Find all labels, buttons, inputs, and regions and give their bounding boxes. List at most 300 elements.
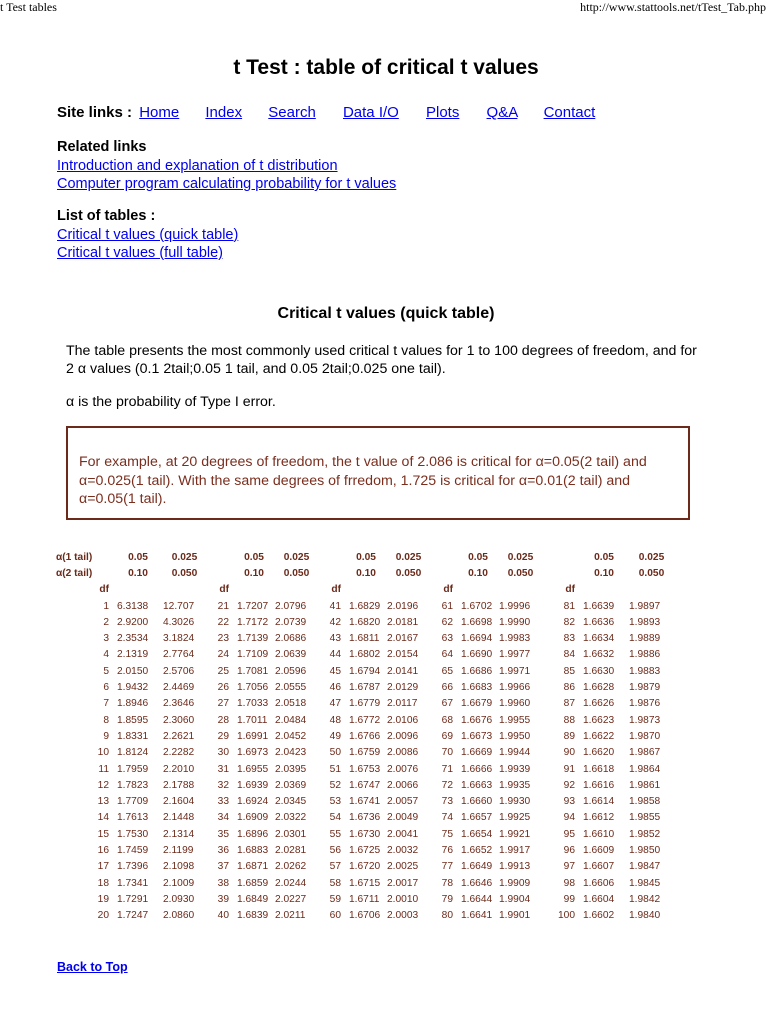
alpha1-value: 0.025 [283,551,310,563]
df-cell: 96 [563,844,575,856]
table-row [56,647,676,663]
t-value-cell: 2.0739 [275,616,307,628]
df-cell: 82 [563,616,575,628]
alpha1-value: 0.025 [171,551,198,563]
t-value-cell: 1.6720 [349,861,381,873]
t-value-cell: 2.0129 [387,682,419,694]
df-cell: 100 [558,910,575,922]
t-value-cell: 1.6618 [583,763,615,775]
t-value-cell: 1.9842 [629,893,661,905]
df-cell: 39 [217,893,229,905]
t-value-cell: 1.6641 [461,910,493,922]
full-table-link[interactable]: Critical t values (full table) [57,245,223,261]
t-value-cell: 1.6634 [583,633,615,645]
df-cell: 28 [217,714,229,726]
t-value-cell: 1.6820 [349,616,381,628]
table-row [56,793,676,809]
t-value-cell: 1.6747 [349,779,381,791]
t-value-cell: 2.0244 [275,877,307,889]
t-value-cell: 1.6849 [237,893,269,905]
critical-t-table-body [56,549,676,924]
t-value-cell: 1.6654 [461,828,493,840]
table-row [56,630,676,646]
t-value-cell: 1.6730 [349,828,381,840]
df-cell: 32 [217,779,229,791]
df-cell: 86 [563,682,575,694]
df-cell: 18 [97,877,109,889]
related-links [57,138,396,194]
t-value-cell: 2.0423 [275,747,307,759]
example-box [66,426,690,520]
t-value-cell: 1.9904 [499,893,531,905]
t-value-cell: 1.6973 [237,747,269,759]
df-cell: 56 [329,844,341,856]
t-value-cell: 1.6657 [461,812,493,824]
df-cell: 79 [441,893,453,905]
t-value-cell: 2.0017 [387,877,419,889]
df-cell: 67 [441,698,453,710]
alpha2-header-row [56,565,676,581]
t-value-cell: 1.9960 [499,698,531,710]
t-value-cell: 2.0076 [387,763,419,775]
t-value-cell: 1.9977 [499,649,531,661]
df-cell: 12 [97,779,109,791]
df-cell: 8 [103,714,109,726]
df-cell: 25 [217,665,229,677]
t-value-cell: 2.0369 [275,779,307,791]
alpha-note: α is the probability of Type I error. [66,394,276,410]
df-cell: 95 [563,828,575,840]
t-value-cell: 2.0167 [387,633,419,645]
table-row [56,598,676,614]
t-value-cell: 1.6610 [583,828,615,840]
df-cell: 62 [441,616,453,628]
df-cell: 45 [329,665,341,677]
df-cell: 91 [563,763,575,775]
critical-t-table [56,549,676,924]
t-value-cell: 1.9917 [499,844,531,856]
t-value-cell: 1.9925 [499,812,531,824]
t-value-cell: 1.7530 [117,828,149,840]
t-value-cell: 1.9852 [629,828,661,840]
t-value-cell: 1.9944 [499,747,531,759]
t-value-cell: 2.0086 [387,747,419,759]
site-links-label: Site links : [57,104,133,121]
df-cell: 64 [441,649,453,661]
df-cell: 19 [97,893,109,905]
t-value-cell: 1.9913 [499,861,531,873]
t-value-cell: 1.6602 [583,910,615,922]
t-value-cell: 1.6839 [237,910,269,922]
t-value-cell: 1.8331 [117,730,149,742]
t-value-cell: 1.6606 [583,877,615,889]
t-value-cell: 1.8124 [117,747,149,759]
df-cell: 61 [441,600,453,612]
t-value-cell: 1.7247 [117,910,149,922]
df-cell: 46 [329,682,341,694]
t-probability-program-link[interactable]: Computer program calculating probability for t values [57,176,397,192]
t-value-cell: 1.9847 [629,861,661,873]
t-value-cell: 1.6630 [583,665,615,677]
df-cell: 21 [217,600,229,612]
t-value-cell: 2.0796 [275,600,307,612]
t-value-cell: 1.6652 [461,844,493,856]
search-link[interactable]: Search [268,104,316,121]
t-value-cell: 2.1788 [163,779,195,791]
t-value-cell: 1.7109 [237,649,269,661]
df-cell: 73 [441,796,453,808]
t-value-cell: 1.7613 [117,812,149,824]
alpha1-value: 0.025 [507,551,534,563]
t-value-cell: 2.0227 [275,893,307,905]
t-value-cell: 2.1604 [163,796,195,808]
t-value-cell: 1.9876 [629,698,661,710]
t-value-cell: 2.0025 [387,861,419,873]
t-value-cell: 1.6673 [461,730,493,742]
t-value-cell: 1.9930 [499,796,531,808]
df-cell: 71 [441,763,453,775]
t-value-cell: 1.6604 [583,893,615,905]
index-link[interactable]: Index [205,104,243,121]
df-cell: 33 [217,796,229,808]
df-cell: 78 [441,877,453,889]
t-value-cell: 1.6706 [349,910,381,922]
alpha2-value: 0.10 [594,567,614,579]
t-value-cell: 1.6609 [583,844,615,856]
t-value-cell: 2.0639 [275,649,307,661]
alpha2-label: α(2 tail) [56,567,93,579]
table-row [56,908,676,924]
data-io-link[interactable]: Data I/O [342,104,399,121]
alpha2-value: 0.050 [395,567,422,579]
t-value-cell: 2.1009 [163,877,195,889]
example-text: For example, at 20 degrees of freedom, the t value of 2.086 is critical for α=0.05(2 tail) and α=0.025(1 tail). With the same degrees of frredom, 1.725 is critical for α=0.01(2 tail) and α=0.05(1 tail). [79,454,647,507]
t-value-cell: 1.6623 [583,714,615,726]
alpha1-label: α(1 tail) [56,551,93,563]
df-cell: 42 [329,616,341,628]
t-value-cell: 4.3026 [163,616,195,628]
t-value-cell: 1.6683 [461,682,493,694]
t-value-cell: 1.6639 [583,600,615,612]
t-value-cell: 1.7139 [237,633,269,645]
t-value-cell: 2.0049 [387,812,419,824]
plots-link[interactable]: Plots [426,104,460,121]
t-value-cell: 1.6741 [349,796,381,808]
t-value-cell: 2.0518 [275,698,307,710]
t-value-cell: 1.6955 [237,763,269,775]
t-value-cell: 1.6711 [349,893,380,905]
t-value-cell: 2.0452 [275,730,307,742]
df-cell: 76 [441,844,453,856]
alpha2-value: 0.10 [468,567,488,579]
t-value-cell: 1.9870 [629,730,661,742]
t-value-cell: 1.9432 [117,682,149,694]
t-value-cell: 1.8946 [117,698,149,710]
df-cell: 88 [563,714,575,726]
t-value-cell: 2.0096 [387,730,419,742]
table-row [56,859,676,875]
df-cell: 92 [563,779,575,791]
alpha2-value: 0.050 [638,567,665,579]
df-header-row [56,582,676,598]
t-value-cell: 1.6698 [461,616,493,628]
t-value-cell: 1.6991 [237,730,269,742]
df-cell: 84 [563,649,575,661]
header-page-title: t Test tables [0,0,57,14]
t-value-cell: 2.1448 [163,812,195,824]
t-value-cell: 1.6694 [461,633,493,645]
df-cell: 99 [563,893,575,905]
t-value-cell: 2.3534 [117,633,149,645]
df-cell: 3 [103,633,109,645]
df-cell: 89 [563,730,575,742]
page-title: t Test : table of critical t values [233,56,539,79]
t-value-cell: 2.0196 [387,600,419,612]
df-cell: 47 [329,698,341,710]
alpha2-value: 0.050 [171,567,198,579]
t-value-cell: 1.6616 [583,779,615,791]
t-value-cell: 2.0301 [275,828,307,840]
df-cell: 26 [217,682,229,694]
df-cell: 80 [441,910,453,922]
t-value-cell: 2.0141 [387,665,419,677]
df-cell: 43 [329,633,341,645]
t-value-cell: 2.0930 [163,893,195,905]
df-cell: 5 [103,665,109,677]
df-label: df [565,584,575,596]
t-value-cell: 1.6829 [349,600,381,612]
t-value-cell: 2.0117 [387,698,418,710]
t-value-cell: 2.9200 [117,616,149,628]
df-cell: 90 [563,747,575,759]
df-cell: 11 [98,763,109,775]
site-links-nav [57,104,595,121]
t-value-cell: 2.4469 [163,682,195,694]
df-cell: 49 [329,730,341,742]
df-cell: 66 [441,682,453,694]
t-value-cell: 2.0057 [387,796,419,808]
table-row [56,761,676,777]
t-value-cell: 1.6614 [583,796,615,808]
t-value-cell: 1.9883 [629,665,661,677]
t-value-cell: 1.6787 [349,682,381,694]
df-cell: 60 [329,910,341,922]
t-value-cell: 1.6871 [237,861,269,873]
t-value-cell: 2.0032 [387,844,419,856]
t-value-cell: 2.0345 [275,796,307,808]
t-value-cell: 1.6632 [583,649,615,661]
df-cell: 65 [441,665,453,677]
t-value-cell: 1.6628 [583,682,615,694]
df-cell: 93 [563,796,575,808]
qa-link[interactable]: Q&A [486,104,518,121]
quick-table-link[interactable]: Critical t values (quick table) [57,226,239,243]
df-cell: 68 [441,714,453,726]
t-value-cell: 1.6909 [237,812,269,824]
table-row [56,842,676,858]
alpha2-value: 0.050 [283,567,310,579]
t-value-cell: 1.9840 [629,910,661,922]
t-value-cell: 1.6690 [461,649,493,661]
t-value-cell: 2.1314 [163,828,195,840]
df-cell: 44 [329,649,341,661]
t-value-cell: 6.3138 [117,600,149,612]
t-value-cell: 1.6702 [461,600,493,612]
df-cell: 13 [97,796,109,808]
t-value-cell: 1.7172 [237,616,269,628]
t-value-cell: 2.7764 [163,649,195,661]
t-value-cell: 2.0860 [163,910,195,922]
alpha2-value: 0.10 [128,567,148,579]
df-cell: 17 [97,861,109,873]
t-value-cell: 2.0154 [387,649,419,661]
t-value-cell: 1.9971 [499,665,531,677]
t-value-cell: 1.6646 [461,877,493,889]
t-value-cell: 1.6663 [461,779,493,791]
df-cell: 40 [217,910,229,922]
alpha1-value: 0.05 [468,551,488,563]
t-value-cell: 2.0484 [275,714,307,726]
df-cell: 85 [563,665,575,677]
t-value-cell: 1.7341 [117,877,149,889]
t-value-cell: 1.9886 [629,649,661,661]
list-of-tables [57,207,238,263]
t-value-cell: 2.0010 [387,893,419,905]
t-value-cell: 2.0150 [117,665,149,677]
t-value-cell: 1.7396 [117,861,149,873]
df-cell: 9 [103,730,109,742]
table-row [56,614,676,630]
df-cell: 75 [441,828,453,840]
t-value-cell: 1.8595 [117,714,149,726]
t-value-cell: 1.6883 [237,844,269,856]
t-value-cell: 1.7291 [117,893,149,905]
df-cell: 53 [329,796,341,808]
df-cell: 23 [217,633,229,645]
df-cell: 15 [97,828,109,840]
table-row [56,875,676,891]
df-cell: 58 [329,877,341,889]
t-value-cell: 1.6686 [461,665,493,677]
table-row [56,663,676,679]
t-value-cell: 1.6802 [349,649,381,661]
t-value-cell: 2.0003 [387,910,419,922]
t-value-cell: 2.0395 [275,763,307,775]
df-cell: 36 [217,844,229,856]
contact-link[interactable]: Contact [543,104,596,121]
t-value-cell: 1.9864 [629,763,661,775]
df-cell: 2 [103,616,109,628]
table-row [56,745,676,761]
alpha2-value: 0.10 [356,567,376,579]
df-cell: 72 [441,779,453,791]
alpha1-value: 0.025 [395,551,422,563]
t-value-cell: 1.9850 [629,844,661,856]
df-cell: 20 [97,910,109,922]
df-cell: 27 [217,698,229,710]
df-label: df [443,584,453,596]
df-cell: 57 [329,861,341,873]
t-value-cell: 1.9867 [629,747,661,759]
t-value-cell: 1.6636 [583,616,615,628]
t-value-cell: 2.0211 [275,910,306,922]
df-cell: 54 [329,812,341,824]
alpha1-value: 0.05 [356,551,376,563]
t-value-cell: 2.2621 [163,730,195,742]
back-to-top-link[interactable]: Back to Top [57,960,128,974]
df-cell: 98 [563,877,575,889]
df-cell: 7 [103,698,109,710]
intro-paragraph: The table presents the most commonly used critical t values for 1 to 100 degrees of freedom, and for 2 α values (0.1 2tail;0.05 1 tail, and 0.05 2tail;0.025 one tail). [66,343,697,377]
t-value-cell: 1.9855 [629,812,661,824]
df-cell: 38 [217,877,229,889]
df-cell: 1 [103,600,109,612]
t-value-cell: 1.6753 [349,763,381,775]
df-cell: 55 [329,828,341,840]
df-cell: 52 [329,779,341,791]
t-value-cell: 1.7011 [237,714,268,726]
df-cell: 37 [217,861,229,873]
df-cell: 14 [97,812,109,824]
t-value-cell: 1.7459 [117,844,149,856]
t-value-cell: 1.9935 [499,779,531,791]
t-value-cell: 1.7033 [237,698,269,710]
t-value-cell: 1.9889 [629,633,661,645]
df-cell: 30 [217,747,229,759]
related-links-heading: Related links [57,139,147,155]
t-value-cell: 1.7823 [117,779,149,791]
t-value-cell: 1.7959 [117,763,149,775]
t-value-cell: 1.6620 [583,747,615,759]
alpha2-value: 0.10 [244,567,264,579]
df-cell: 81 [563,600,575,612]
t-value-cell: 2.2010 [163,763,195,775]
table-row [56,810,676,826]
df-cell: 94 [563,812,575,824]
table-row [56,891,676,907]
t-value-cell: 2.0281 [275,844,307,856]
t-value-cell: 1.6626 [583,698,615,710]
alpha1-header-row [56,549,676,565]
df-cell: 77 [441,861,453,873]
t-distribution-intro-link[interactable]: Introduction and explanation of t distribution [57,157,338,174]
t-value-cell: 1.6649 [461,861,493,873]
df-cell: 4 [103,649,109,661]
header-url: http://www.stattools.net/tTest_Tab.php [580,0,766,14]
df-cell: 35 [217,828,229,840]
t-value-cell: 1.6715 [349,877,381,889]
t-value-cell: 1.9921 [499,828,531,840]
t-value-cell: 1.6660 [461,796,493,808]
t-value-cell: 2.5706 [163,665,195,677]
df-cell: 29 [217,730,229,742]
t-value-cell: 1.9897 [629,600,661,612]
t-value-cell: 1.6622 [583,730,615,742]
t-value-cell: 1.7056 [237,682,269,694]
home-link[interactable]: Home [139,104,180,121]
t-value-cell: 3.1824 [163,633,195,645]
df-cell: 50 [329,747,341,759]
t-value-cell: 1.6896 [237,828,269,840]
t-value-cell: 1.6859 [237,877,269,889]
alpha2-value: 0.050 [507,567,534,579]
t-value-cell: 1.9950 [499,730,531,742]
t-value-cell: 1.6725 [349,844,381,856]
df-cell: 6 [103,682,109,694]
t-value-cell: 1.6676 [461,714,493,726]
t-value-cell: 1.9879 [629,682,661,694]
df-cell: 16 [97,844,109,856]
